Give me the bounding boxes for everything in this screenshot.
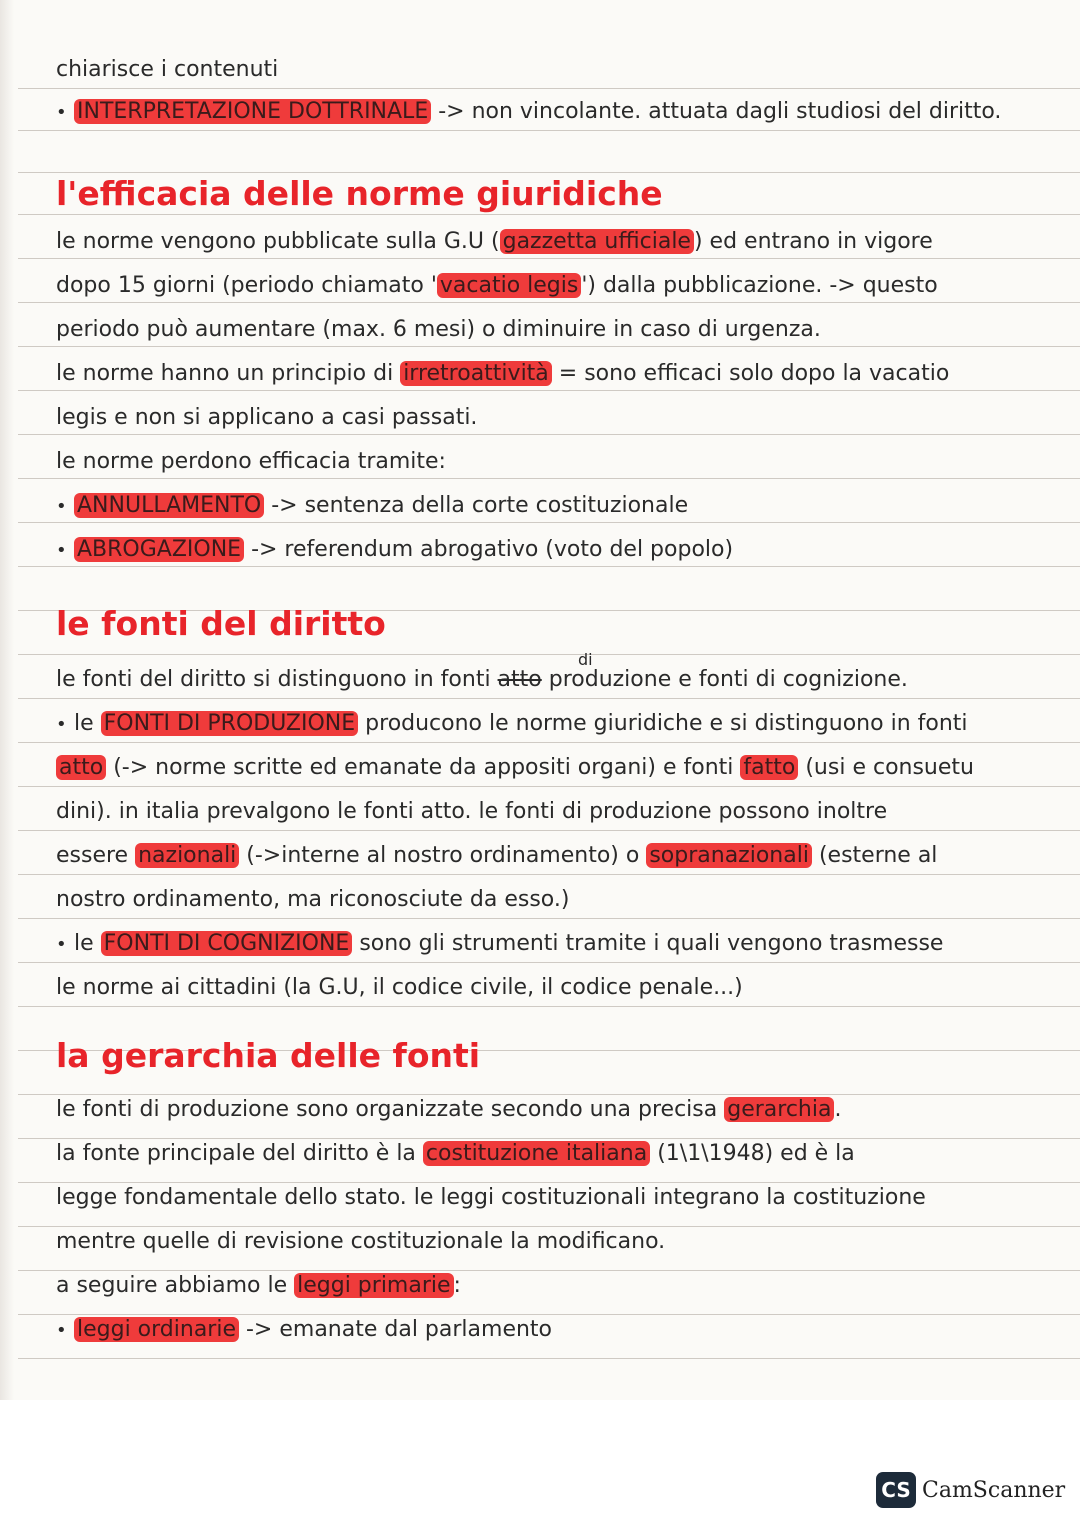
highlighted-term: ABROGAZIONE — [74, 537, 244, 562]
note-line — [56, 748, 1062, 788]
line-text: le fonti di produzione sono organizzate secondo una precisa — [56, 1097, 725, 1122]
line-text: -> emanate dal parlamento — [239, 1317, 553, 1342]
highlighted-term: fatto — [740, 755, 798, 780]
note-line — [56, 968, 1062, 1008]
line-text: le norme hanno un principio di — [56, 361, 401, 386]
note-line-bullet — [56, 92, 1062, 132]
highlighted-term: vacatio legis — [437, 273, 581, 298]
note-line — [56, 50, 1062, 90]
heading-text: la gerarchia delle fonti — [56, 1036, 481, 1075]
highlighted-term: ANNULLAMENTO — [74, 493, 264, 518]
section-heading — [56, 602, 1062, 648]
note-line-bullet — [56, 924, 1062, 964]
note-line — [56, 836, 1062, 876]
line-text: (->interne al nostro ordinamento) o — [239, 843, 647, 868]
inserted-word: di — [578, 650, 593, 669]
camscanner-watermark — [876, 1472, 1065, 1508]
note-line — [56, 1178, 1062, 1218]
note-line — [56, 1090, 1062, 1130]
highlighted-term: costituzione italiana — [423, 1141, 650, 1166]
line-text: le norme vengono pubblicate sulla G.U ( — [56, 229, 500, 254]
highlighted-term: leggi ordinarie — [74, 1317, 239, 1342]
line-text: le — [74, 931, 101, 956]
line-text: = sono efficaci solo dopo la vacatio — [551, 361, 950, 386]
line-text: la fonte principale del diritto è la — [56, 1141, 423, 1166]
camscanner-name: CamScanner — [922, 1477, 1066, 1503]
note-line — [56, 266, 1062, 306]
line-text: dini). in italia prevalgono le fonti atto. le fonti di produzione possono inoltre — [56, 799, 888, 824]
note-line — [56, 310, 1062, 350]
highlighted-term: FONTI DI PRODUZIONE — [101, 711, 359, 736]
note-line-bullet — [56, 1310, 1062, 1350]
line-text: . — [834, 1097, 842, 1122]
struck-word: atto — [497, 667, 542, 692]
note-line — [56, 792, 1062, 832]
heading-text: le fonti del diritto — [56, 604, 386, 643]
line-text: (usi e consuetu — [798, 755, 974, 780]
scan-footer — [0, 1400, 1080, 1528]
line-text: mentre quelle di revisione costituzionale la modificano. — [56, 1229, 666, 1254]
line-text: le norme ai cittadini (la G.U, il codice civile, il codice penale...) — [56, 975, 743, 1000]
line-text: nostro ordinamento, ma riconosciute da esso.) — [56, 887, 570, 912]
note-line — [56, 660, 1062, 700]
line-text: : — [453, 1273, 461, 1298]
note-line — [56, 222, 1062, 262]
bullet-dot-icon: • — [56, 714, 67, 735]
line-text: sono gli strumenti tramite i quali vengono trasmesse — [352, 931, 944, 956]
note-line-bullet — [56, 530, 1062, 570]
highlighted-term: leggi primarie — [294, 1273, 453, 1298]
highlighted-term: INTERPRETAZIONE DOTTRINALE — [74, 99, 431, 124]
line-text: a seguire abbiamo le — [56, 1273, 295, 1298]
heading-text: l'efficacia delle norme giuridiche — [56, 174, 663, 213]
line-text: dopo 15 giorni (periodo chiamato ' — [56, 273, 437, 298]
line-text: ) ed entrano in vigore — [693, 229, 933, 254]
note-line — [56, 354, 1062, 394]
line-text: -> referendum abrogativo (voto del popolo) — [244, 537, 734, 562]
line-text: -> non vincolante. attuata dagli studiosi del diritto. — [431, 99, 1002, 124]
highlighted-term: gerarchia — [724, 1097, 834, 1122]
highlighted-term: irretroattività — [400, 361, 552, 386]
note-line — [56, 442, 1062, 482]
line-text: (esterne al — [811, 843, 938, 868]
bullet-dot-icon: • — [56, 540, 67, 561]
line-text: (-> norme scritte ed emanate da appositi organi) e fonti — [106, 755, 741, 780]
note-line — [56, 398, 1062, 438]
note-line-bullet — [56, 704, 1062, 744]
page-binding-edge — [0, 0, 14, 1400]
section-heading — [56, 1034, 1062, 1080]
highlighted-term: nazionali — [135, 843, 239, 868]
line-text: produzione e fonti di cognizione. — [541, 667, 908, 692]
line-text: producono le norme giuridiche e si distinguono in fonti — [358, 711, 968, 736]
highlighted-term: atto — [56, 755, 106, 780]
bullet-dot-icon: • — [56, 934, 67, 955]
ruled-line — [18, 654, 1080, 655]
camscanner-logo-icon: CS — [876, 1472, 916, 1508]
line-text: le — [74, 711, 101, 736]
line-text: (1\1\1948) ed è la — [650, 1141, 855, 1166]
line-text: le norme perdono efficacia tramite: — [56, 449, 446, 474]
line-text: ') dalla pubblicazione. -> questo — [581, 273, 938, 298]
line-text: chiarisce i contenuti — [56, 57, 279, 82]
note-line-bullet — [56, 486, 1062, 526]
line-text: essere — [56, 843, 136, 868]
highlighted-term: gazzetta ufficiale — [500, 229, 694, 254]
note-line — [56, 880, 1062, 920]
note-line — [56, 1266, 1062, 1306]
line-text: legge fondamentale dello stato. le leggi costituzionali integrano la costituzione — [56, 1185, 926, 1210]
bullet-dot-icon: • — [56, 496, 67, 517]
bullet-dot-icon: • — [56, 1320, 67, 1341]
highlighted-term: sopranazionali — [646, 843, 812, 868]
highlighted-term: FONTI DI COGNIZIONE — [101, 931, 353, 956]
line-text: periodo può aumentare (max. 6 mesi) o diminuire in caso di urgenza. — [56, 317, 821, 342]
line-text: le fonti del diritto si distinguono in fonti — [56, 667, 498, 692]
ruled-line — [18, 1358, 1080, 1359]
section-heading — [56, 172, 1062, 218]
bullet-dot-icon: • — [56, 102, 67, 123]
note-line — [56, 1134, 1062, 1174]
line-text: -> sentenza della corte costituzionale — [264, 493, 689, 518]
line-text: legis e non si applicano a casi passati. — [56, 405, 478, 430]
note-line — [56, 1222, 1062, 1262]
